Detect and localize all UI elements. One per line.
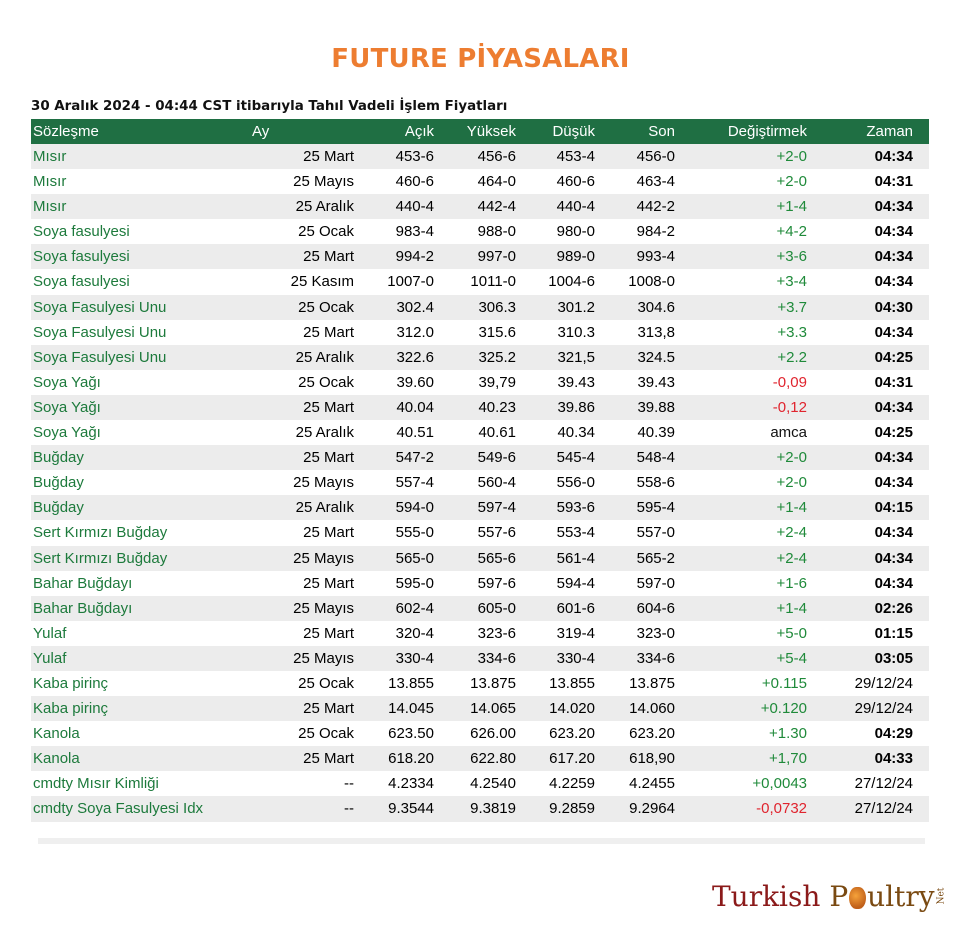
price-change: +3.7: [777, 298, 807, 316]
open-price: 302.4: [396, 298, 434, 316]
contract-month: 25 Mayıs: [293, 649, 354, 667]
last-price: 39.88: [637, 398, 675, 416]
futures-table: [31, 119, 929, 822]
last-price: 1008-0: [628, 273, 675, 291]
price-change: +0.120: [760, 700, 807, 718]
high-price: 40.61: [478, 424, 516, 442]
last-price: 558-6: [636, 474, 675, 492]
price-change: +1.30: [769, 725, 807, 743]
header-open: Açık: [404, 123, 434, 140]
high-price: 323-6: [477, 624, 516, 642]
open-price: 320-4: [395, 624, 434, 642]
price-change: +2.2: [777, 348, 807, 366]
last-price: 595-4: [636, 499, 675, 517]
high-price: 560-4: [477, 474, 516, 492]
price-change: +0,0043: [752, 775, 807, 793]
table-row: [31, 420, 929, 445]
high-price: 557-6: [477, 524, 516, 542]
contract-month: 25 Mart: [303, 148, 354, 165]
contract-name[interactable]: Yulaf: [33, 649, 67, 667]
low-price: 989-0: [556, 248, 595, 266]
open-price: 602-4: [395, 599, 434, 617]
open-price: 983-4: [395, 223, 434, 241]
open-price: 4.2334: [388, 775, 434, 793]
contract-name[interactable]: Mısır: [33, 173, 67, 191]
low-price: 617.20: [549, 750, 595, 768]
contract-name[interactable]: Mısır: [33, 198, 67, 216]
open-price: 594-0: [395, 499, 434, 517]
high-price: 597-4: [477, 499, 516, 517]
table-caption: 30 Aralık 2024 - 04:44 CST itibarıyla Tahıl Vadeli İşlem Fiyatları: [31, 99, 508, 114]
contract-month: 25 Mart: [303, 248, 354, 266]
update-time: 04:30: [874, 298, 913, 316]
price-change: +5-0: [776, 624, 807, 642]
update-time: 27/12/24: [854, 800, 913, 818]
last-price: 597-0: [636, 574, 675, 592]
low-price: 39.86: [557, 398, 595, 416]
contract-name[interactable]: Kanola: [33, 750, 80, 768]
open-price: 565-0: [395, 549, 434, 567]
update-time: 04:34: [874, 474, 913, 492]
contract-month: 25 Mart: [303, 524, 354, 542]
contract-month: 25 Mart: [303, 624, 354, 642]
last-price: 9.2964: [629, 800, 675, 818]
open-price: 39.60: [396, 373, 434, 391]
turkish-poultry-logo: Turkish P ultryNet: [712, 880, 947, 913]
low-price: 561-4: [556, 549, 595, 567]
price-change: +3.3: [777, 323, 807, 341]
low-price: 594-4: [556, 574, 595, 592]
update-time: 03:05: [874, 649, 913, 667]
update-time: 04:34: [874, 549, 913, 567]
header-time: Zaman: [866, 123, 913, 140]
contract-name[interactable]: Yulaf: [33, 624, 67, 642]
table-row: [31, 345, 929, 370]
contract-month: 25 Mart: [303, 700, 354, 718]
price-change: +1,70: [769, 750, 807, 768]
last-price: 14.060: [629, 700, 675, 718]
contract-month: --: [344, 800, 354, 818]
contract-month: 25 Mart: [303, 323, 354, 341]
table-row: [31, 194, 929, 219]
last-price: 324.5: [637, 348, 675, 366]
low-price: 593-6: [556, 499, 595, 517]
low-price: 9.2859: [549, 800, 595, 818]
open-price: 595-0: [395, 574, 434, 592]
last-price: 548-4: [636, 449, 675, 467]
table-row: [31, 269, 929, 294]
low-price: 545-4: [556, 449, 595, 467]
update-time: 04:25: [874, 424, 913, 442]
table-row: [31, 621, 929, 646]
contract-name[interactable]: Soya Fasulyesi Unu: [33, 348, 167, 366]
contract-name[interactable]: Soya Fasulyesi Unu: [33, 298, 167, 316]
egg-icon: [849, 887, 866, 909]
low-price: 39.43: [557, 373, 595, 391]
update-time: 04:25: [874, 348, 913, 366]
price-change: +1-6: [776, 574, 807, 592]
low-price: 556-0: [556, 474, 595, 492]
table-row: [31, 470, 929, 495]
price-change: +1-4: [776, 599, 807, 617]
contract-month: 25 Ocak: [298, 373, 354, 391]
last-price: 604-6: [636, 599, 675, 617]
last-price: 442-2: [636, 198, 675, 216]
page-title: FUTURE PİYASALARI: [331, 44, 630, 74]
high-price: 988-0: [477, 223, 516, 241]
contract-name[interactable]: Soya Yağı: [33, 373, 101, 391]
update-time: 04:31: [874, 173, 913, 191]
open-price: 322.6: [396, 348, 434, 366]
contract-month: 25 Mart: [303, 574, 354, 592]
open-price: 460-6: [395, 173, 434, 191]
high-price: 4.2540: [470, 775, 516, 793]
table-row: [31, 244, 929, 269]
last-price: 463-4: [636, 173, 675, 191]
price-change: +3-6: [776, 248, 807, 266]
contract-name[interactable]: Sert Kırmızı Buğday: [33, 524, 168, 542]
low-price: 460-6: [556, 173, 595, 191]
contract-name[interactable]: Soya fasulyesi: [33, 273, 130, 291]
price-change: +2-0: [776, 173, 807, 191]
contract-name[interactable]: Soya fasulyesi: [33, 248, 130, 266]
high-price: 464-0: [477, 173, 516, 191]
update-time: 04:29: [874, 725, 913, 743]
high-price: 315.6: [478, 323, 516, 341]
price-change: +1-4: [776, 499, 807, 517]
open-price: 547-2: [395, 449, 434, 467]
price-change: +2-0: [776, 449, 807, 467]
header-last: Son: [648, 123, 675, 140]
contract-month: 25 Ocak: [298, 725, 354, 743]
open-price: 994-2: [395, 248, 434, 266]
high-price: 622.80: [470, 750, 516, 768]
update-time: 04:34: [874, 273, 913, 291]
low-price: 319-4: [556, 624, 595, 642]
low-price: 601-6: [556, 599, 595, 617]
table-row: [31, 144, 929, 169]
open-price: 9.3544: [388, 800, 434, 818]
price-change: +2-0: [776, 148, 807, 165]
price-change: +4-2: [776, 223, 807, 241]
contract-name[interactable]: cmdty Soya Fasulyesi Idx: [33, 800, 204, 818]
open-price: 440-4: [395, 198, 434, 216]
table-row: [31, 596, 929, 621]
contract-name[interactable]: Soya Yağı: [33, 398, 101, 416]
contract-name[interactable]: Soya Yağı: [33, 424, 101, 442]
contract-month: 25 Mart: [303, 750, 354, 768]
last-price: 618,90: [629, 750, 675, 768]
contract-month: --: [344, 775, 354, 793]
low-price: 301.2: [557, 298, 595, 316]
high-price: 306.3: [478, 298, 516, 316]
contract-name[interactable]: cmdty Mısır Kimliği: [33, 775, 159, 793]
contract-month: 25 Aralık: [295, 499, 354, 517]
low-price: 4.2259: [549, 775, 595, 793]
contract-month: 25 Aralık: [295, 424, 354, 442]
table-row: [31, 169, 929, 194]
open-price: 13.855: [388, 674, 434, 692]
low-price: 14.020: [549, 700, 595, 718]
contract-name[interactable]: Bahar Buğdayı: [33, 599, 133, 617]
high-price: 9.3819: [470, 800, 516, 818]
high-price: 325.2: [478, 348, 516, 366]
table-row: [31, 771, 929, 796]
update-time: 04:34: [874, 198, 913, 216]
table-row: [31, 295, 929, 320]
table-row: [31, 646, 929, 671]
last-price: 456-0: [636, 148, 675, 165]
open-price: 1007-0: [387, 273, 434, 291]
last-price: 565-2: [636, 549, 675, 567]
contract-month: 25 Ocak: [298, 298, 354, 316]
contract-month: 25 Mart: [303, 449, 354, 467]
contract-month: 25 Aralık: [295, 198, 354, 216]
table-row: [31, 395, 929, 420]
contract-month: 25 Ocak: [298, 674, 354, 692]
update-time: 04:34: [874, 574, 913, 592]
update-time: 04:34: [874, 398, 913, 416]
table-row: [31, 671, 929, 696]
table-row: [31, 320, 929, 345]
table-row: [31, 445, 929, 470]
contract-name[interactable]: Kanola: [33, 725, 80, 743]
last-price: 557-0: [636, 524, 675, 542]
update-time: 04:34: [874, 524, 913, 542]
price-change: +2-4: [776, 524, 807, 542]
header-high: Yüksek: [466, 123, 516, 140]
contract-name[interactable]: Buğday: [33, 449, 84, 467]
last-price: 4.2455: [629, 775, 675, 793]
table-header: [31, 119, 929, 144]
price-change: +1-4: [776, 198, 807, 216]
price-change: -0,09: [772, 373, 807, 391]
contract-month: 25 Mayıs: [293, 474, 354, 492]
open-price: 623.50: [388, 725, 434, 743]
low-price: 1004-6: [548, 273, 595, 291]
table-row: [31, 696, 929, 721]
contract-name[interactable]: Bahar Buğdayı: [33, 574, 133, 592]
low-price: 980-0: [556, 223, 595, 241]
high-price: 40.23: [478, 398, 516, 416]
price-change: -0,0732: [756, 800, 807, 818]
table-row: [31, 495, 929, 520]
high-price: 456-6: [477, 148, 516, 165]
high-price: 605-0: [477, 599, 516, 617]
update-time: 04:15: [874, 499, 913, 517]
header-month: Ay: [252, 123, 270, 140]
table-row: [31, 370, 929, 395]
last-price: 993-4: [636, 248, 675, 266]
high-price: 626.00: [470, 725, 516, 743]
low-price: 40.34: [557, 424, 595, 442]
price-change: +5-4: [776, 649, 807, 667]
last-price: 334-6: [636, 649, 675, 667]
last-price: 313,8: [637, 323, 675, 341]
last-price: 984-2: [636, 223, 675, 241]
table-body: [31, 144, 929, 822]
table-row: [31, 520, 929, 545]
low-price: 13.855: [549, 674, 595, 692]
high-price: 14.065: [470, 700, 516, 718]
open-price: 555-0: [395, 524, 434, 542]
update-time: 04:34: [874, 148, 913, 165]
table-row: [31, 796, 929, 821]
contract-name[interactable]: Kaba pirinç: [33, 700, 109, 718]
price-change: -0,12: [772, 398, 807, 416]
contract-name[interactable]: Sert Kırmızı Buğday: [33, 549, 168, 567]
last-price: 13.875: [629, 674, 675, 692]
update-time: 04:34: [874, 449, 913, 467]
update-time: 04:34: [874, 223, 913, 241]
update-time: 04:31: [874, 373, 913, 391]
high-price: 442-4: [477, 198, 516, 216]
low-price: 453-4: [556, 148, 595, 165]
price-change: +0.115: [761, 674, 807, 692]
header-low: Düşük: [552, 123, 595, 140]
contract-month: 25 Aralık: [295, 348, 354, 366]
table-row: [31, 721, 929, 746]
high-price: 39,79: [478, 373, 516, 391]
contract-name[interactable]: Mısır: [33, 148, 67, 165]
price-change: +2-4: [776, 549, 807, 567]
low-price: 310.3: [557, 323, 595, 341]
last-price: 39.43: [637, 373, 675, 391]
contract-name[interactable]: Soya Fasulyesi Unu: [33, 323, 167, 341]
open-price: 557-4: [395, 474, 434, 492]
contract-month: 25 Kasım: [290, 273, 354, 291]
update-time: 04:33: [874, 750, 913, 768]
table-row: [31, 746, 929, 771]
update-time: 04:34: [874, 323, 913, 341]
contract-month: 25 Ocak: [298, 223, 354, 241]
open-price: 40.51: [396, 424, 434, 442]
update-time: 29/12/24: [854, 674, 913, 692]
low-price: 553-4: [556, 524, 595, 542]
contract-month: 25 Mayıs: [293, 599, 354, 617]
price-change: amca: [770, 424, 807, 442]
header-contract: Sözleşme: [33, 123, 99, 140]
open-price: 40.04: [396, 398, 434, 416]
table-row: [31, 219, 929, 244]
contract-month: 25 Mart: [303, 398, 354, 416]
high-price: 565-6: [477, 549, 516, 567]
last-price: 40.39: [637, 424, 675, 442]
open-price: 453-6: [395, 148, 434, 165]
open-price: 14.045: [388, 700, 434, 718]
high-price: 597-6: [477, 574, 516, 592]
update-time: 04:34: [874, 248, 913, 266]
update-time: 02:26: [874, 599, 913, 617]
high-price: 1011-0: [470, 273, 516, 291]
contract-name[interactable]: Buğday: [33, 499, 84, 517]
update-time: 27/12/24: [854, 775, 913, 793]
low-price: 321,5: [557, 348, 595, 366]
table-row: [31, 571, 929, 596]
update-time: 01:15: [874, 624, 913, 642]
high-price: 13.875: [470, 674, 516, 692]
contract-name[interactable]: Soya fasulyesi: [33, 223, 130, 241]
price-change: +3-4: [776, 273, 807, 291]
contract-month: 25 Mayıs: [293, 549, 354, 567]
high-price: 549-6: [477, 449, 516, 467]
header-change: Değiştirmek: [727, 123, 807, 140]
low-price: 440-4: [556, 198, 595, 216]
last-price: 323-0: [636, 624, 675, 642]
high-price: 334-6: [477, 649, 516, 667]
contract-name[interactable]: Kaba pirinç: [33, 674, 109, 692]
low-price: 330-4: [556, 649, 595, 667]
contract-name[interactable]: Buğday: [33, 474, 84, 492]
contract-month: 25 Mayıs: [293, 173, 354, 191]
open-price: 312.0: [396, 323, 434, 341]
price-change: +2-0: [776, 474, 807, 492]
footer-divider: [38, 838, 925, 844]
open-price: 330-4: [395, 649, 434, 667]
update-time: 29/12/24: [854, 700, 913, 718]
last-price: 304.6: [637, 298, 675, 316]
last-price: 623.20: [629, 725, 675, 743]
open-price: 618.20: [388, 750, 434, 768]
high-price: 997-0: [477, 248, 516, 266]
table-row: [31, 546, 929, 571]
low-price: 623.20: [549, 725, 595, 743]
